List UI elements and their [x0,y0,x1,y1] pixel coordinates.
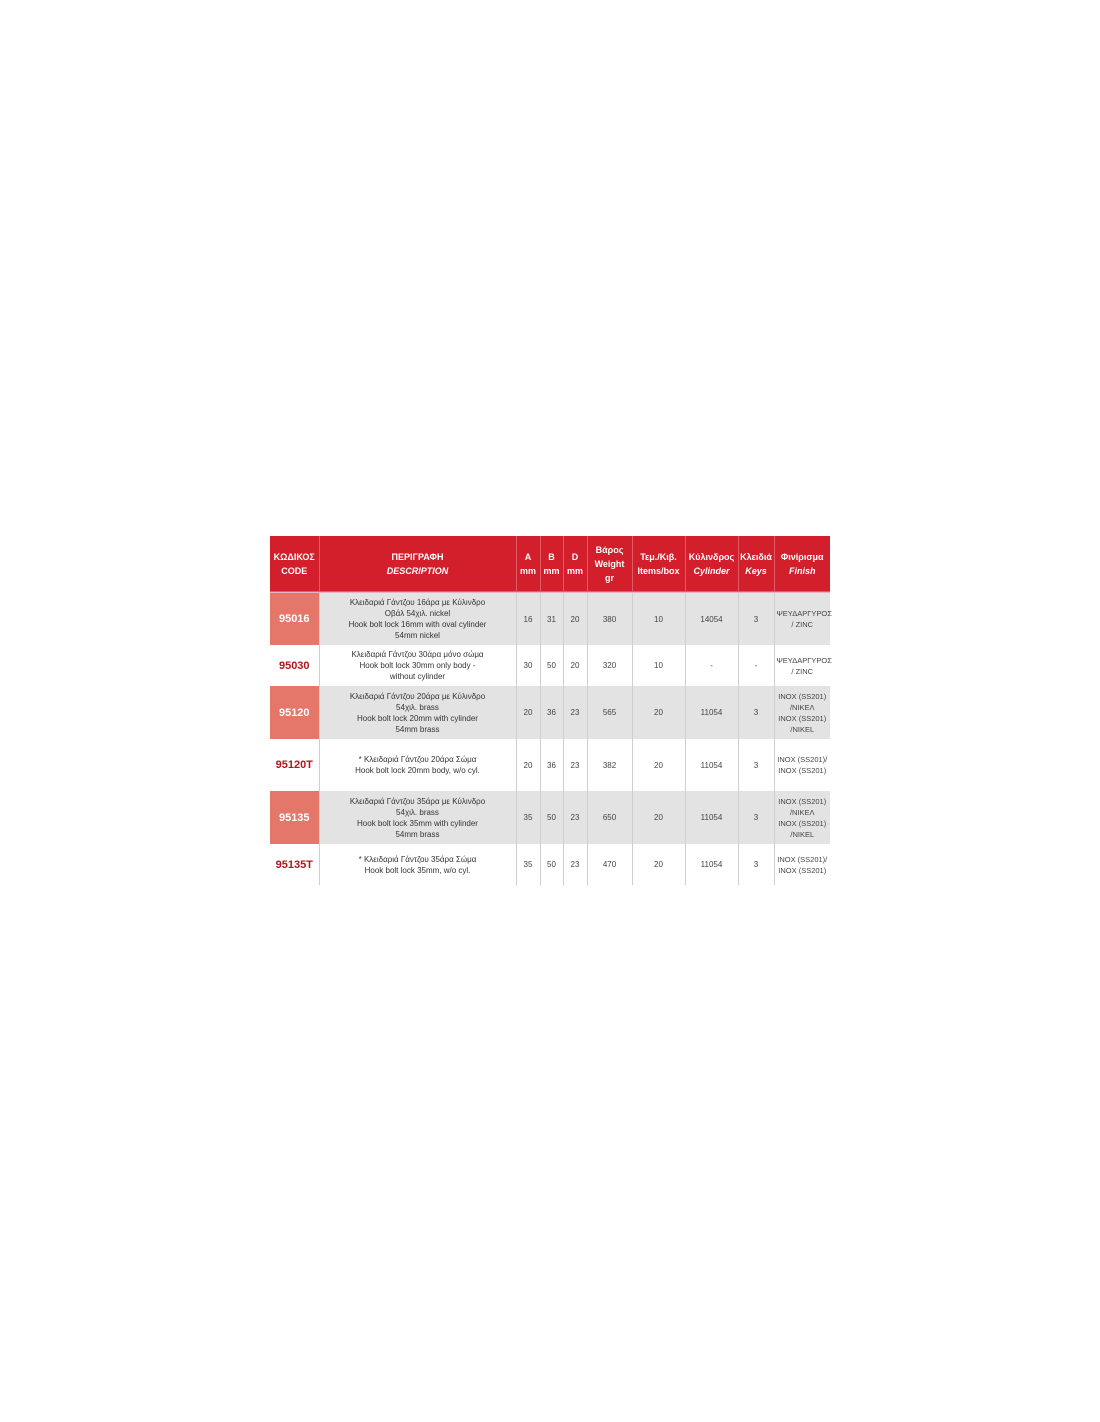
cell-cylinder: - [685,645,738,686]
cell-d: 23 [563,686,587,739]
finish-line: /ΝΙΚΕΛ [789,702,815,712]
finish-line: /NIKEL [790,829,815,839]
product-spec-sheet [270,536,830,885]
description-line: Κλειδαριά Γάντζου 20άρα με Κύλινδρο [349,691,486,701]
product-code: 95016 [270,593,319,645]
cell-weight: 470 [587,844,632,885]
header-finish: Φινίρισμα Finish [774,536,830,591]
product-code: 95120 [270,686,319,739]
finish-line: ΨΕΥΔΑΡΓΥΡΟΣ [776,609,832,618]
finish-line: / ZINC [791,620,814,629]
description-line: Κλειδαριά Γάντζου 30άρα μόνο σώμα [351,650,484,659]
cell-d: 20 [563,645,587,686]
cell-finish [774,593,830,645]
product-description [319,739,516,791]
cell-a: 30 [516,645,540,686]
product-description [319,686,516,739]
product-code: 95135 [270,791,319,844]
cell-a: 35 [516,791,540,844]
header-row [270,536,830,591]
cell-keys: 3 [738,686,774,739]
cell-b: 36 [540,739,563,791]
product-description [319,844,516,885]
cell-items: 10 [632,593,685,645]
description-line: * Κλειδαριά Γάντζου 35άρα Σώμα [358,854,477,864]
header-items-per-box: Τεμ./Κιβ. Items/box [632,536,685,591]
cell-cylinder: 11054 [685,686,738,739]
product-description [319,791,516,844]
description-line: Κλειδαριά Γάντζου 35άρα με Κύλινδρο [349,796,486,806]
cell-finish [774,844,830,885]
finish-line: INOX (SS201) [778,796,827,806]
cell-finish [774,686,830,739]
cell-weight: 382 [587,739,632,791]
product-description [319,593,516,645]
description-line: 54χιλ. brass [396,702,439,712]
header-weight: Βάρος Weight gr [587,536,632,591]
cell-a: 20 [516,739,540,791]
description-line: Hook bolt lock 30mm only body - [359,661,476,670]
finish-line: / ZINC [791,666,814,676]
product-code: 95135T [270,844,319,885]
header-cylinder: Κύλινδρος Cylinder [685,536,738,591]
cell-finish [774,791,830,844]
cell-cylinder: 11054 [685,739,738,791]
finish-line: INOX (SS201) [778,865,827,875]
cell-b: 36 [540,686,563,739]
cell-items: 10 [632,645,685,686]
cell-items: 20 [632,844,685,885]
cell-d: 23 [563,791,587,844]
cell-a: 35 [516,844,540,885]
finish-line: INOX (SS201) [778,691,827,701]
product-table [270,536,830,885]
cell-items: 20 [632,791,685,844]
description-line: 54mm nickel [395,631,440,640]
description-line: 54χιλ. brass [396,807,439,817]
cell-b: 50 [540,791,563,844]
cell-cylinder: 14054 [685,593,738,645]
cell-weight: 565 [587,686,632,739]
finish-line: /NIKEL [790,724,815,734]
header-a: A mm [516,536,540,591]
description-line: * Κλειδαριά Γάντζου 20άρα Σώμα [358,755,477,764]
product-code: 95120T [270,739,319,791]
finish-line: INOX (SS201)/ [777,755,828,764]
description-line: Κλειδαριά Γάντζου 16άρα με Κύλινδρο [349,598,486,607]
finish-line: ΨΕΥΔΑΡΓΥΡΟΣ [776,655,832,665]
cell-b: 31 [540,593,563,645]
table-row [270,593,830,645]
description-line: 54mm brass [395,724,440,734]
cell-cylinder: 11054 [685,791,738,844]
cell-cylinder: 11054 [685,844,738,885]
description-line: 54mm brass [395,829,440,839]
header-keys: Κλειδιά Keys [738,536,774,591]
cell-keys: 3 [738,739,774,791]
description-line: Hook bolt lock 35mm with cylinder [357,818,478,828]
header-code: ΚΩΔΙΚΟΣ CODE [270,536,319,591]
cell-a: 20 [516,686,540,739]
cell-finish [774,645,830,686]
product-code: 95030 [270,645,319,686]
description-line: Hook bolt lock 35mm, w/o cyl. [364,865,471,875]
description-line: Οβάλ 54χιλ. nickel [384,609,451,618]
cell-d: 23 [563,739,587,791]
cell-weight: 320 [587,645,632,686]
table-row [270,686,830,739]
finish-line: INOX (SS201)/ [777,854,828,864]
finish-line: INOX (SS201) [778,818,827,828]
cell-keys: 3 [738,791,774,844]
cell-b: 50 [540,844,563,885]
description-line: Hook bolt lock 20mm body, w/o cyl. [355,766,480,775]
cell-d: 20 [563,593,587,645]
header-description: ΠΕΡΙΓΡΑΦΗ DESCRIPTION [319,536,516,591]
cell-d: 23 [563,844,587,885]
header-d: D mm [563,536,587,591]
cell-a: 16 [516,593,540,645]
cell-keys: 3 [738,844,774,885]
product-description [319,645,516,686]
cell-items: 20 [632,686,685,739]
cell-b: 50 [540,645,563,686]
finish-line: /ΝΙΚΕΛ [789,807,815,817]
cell-keys: 3 [738,593,774,645]
description-line: Hook bolt lock 16mm with oval cylinder [348,620,487,629]
cell-weight: 380 [587,593,632,645]
cell-weight: 650 [587,791,632,844]
cell-keys: - [738,645,774,686]
finish-line: INOX (SS201) [778,766,827,775]
table-row [270,645,830,686]
finish-line: INOX (SS201) [778,713,827,723]
description-line: Hook bolt lock 20mm with cylinder [357,713,478,723]
table-row [270,844,830,885]
table-row [270,791,830,844]
header-b: B mm [540,536,563,591]
description-line: without cylinder [389,672,446,681]
table-row [270,739,830,791]
cell-items: 20 [632,739,685,791]
cell-finish [774,739,830,791]
